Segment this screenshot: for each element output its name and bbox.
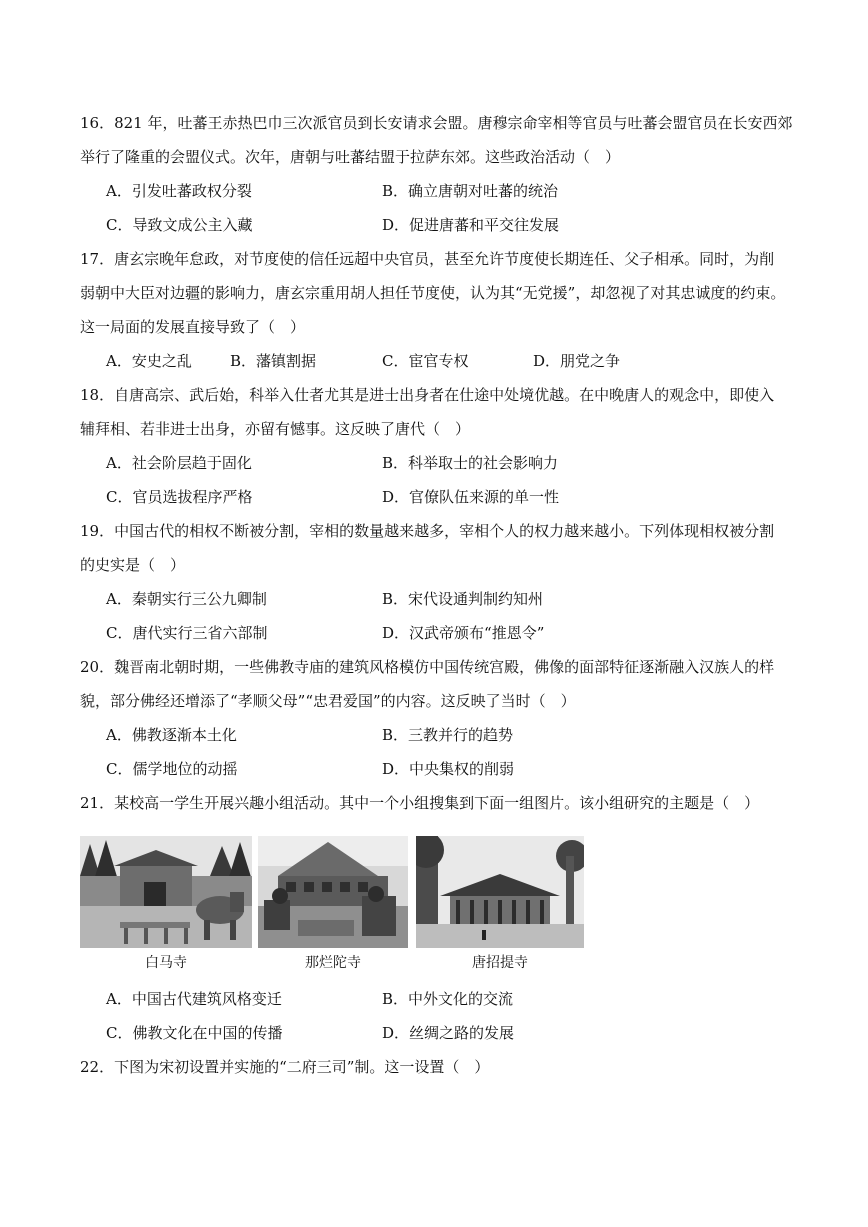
q20-stem-line-2: 貌，部分佛经还增添了“孝顺父母”“忠君爱国”的内容。这反映了当时（ ） — [80, 692, 576, 710]
q16-option-a[interactable]: A．引发吐蕃政权分裂 — [106, 182, 252, 200]
q17-stem-line-1: 17．唐玄宗晚年怠政，对节度使的信任远超中央官员，甚至允许节度使长期连任、父子相承。同时，为削 — [80, 250, 775, 268]
q17-stem-line-3: 这一局面的发展直接导致了（ ） — [80, 318, 306, 336]
q21-option-b[interactable]: B．中外文化的交流 — [382, 990, 514, 1008]
q20-option-d[interactable]: D．中央集权的削弱 — [382, 760, 515, 778]
q16-option-b[interactable]: B．确立唐朝对吐蕃的统治 — [382, 182, 559, 200]
q20-stem-line-1: 20．魏晋南北朝时期，一些佛教寺庙的建筑风格模仿中国传统宫殿，佛像的面部特征逐渐融入汉族人的样 — [80, 658, 775, 676]
q17-stem-line-2: 弱朝中大臣对边疆的影响力，唐玄宗重用胡人担任节度使，认为其“无党援”，却忽视了对其忠诚度的约束。 — [80, 284, 786, 302]
baima-temple-photo — [80, 836, 252, 948]
q20-option-c[interactable]: C．儒学地位的动摇 — [106, 760, 238, 778]
q18-option-a[interactable]: A．社会阶层趋于固化 — [106, 454, 252, 472]
q21-option-a[interactable]: A．中国古代建筑风格变迁 — [106, 990, 282, 1008]
q16-option-c[interactable]: C．导致文成公主入藏 — [106, 216, 253, 234]
q17-option-c[interactable]: C．宦官专权 — [382, 352, 469, 370]
photo-caption-toshodaiji: 唐招提寺 — [472, 955, 528, 971]
q17-option-a[interactable]: A．安史之乱 — [106, 352, 192, 370]
q21-option-d[interactable]: D．丝绸之路的发展 — [382, 1024, 515, 1042]
q16-stem-line-1: 16．821 年，吐蕃王赤热巴巾三次派官员到长安请求会盟。唐穆宗命宰相等官员与吐蕃会盟官员在长安西郊 — [80, 114, 793, 132]
q18-option-c[interactable]: C．官员选拔程序严格 — [106, 488, 253, 506]
q19-option-c[interactable]: C．唐代实行三省六部制 — [106, 624, 268, 642]
q19-option-b[interactable]: B．宋代设通判制约知州 — [382, 590, 544, 608]
q20-option-a[interactable]: A．佛教逐渐本土化 — [106, 726, 237, 744]
q19-stem-line-2: 的史实是（ ） — [80, 556, 186, 574]
q18-stem-line-1: 18．自唐高宗、武后始，科举入仕者尤其是进士出身者在仕途中处境优越。在中晚唐人的观念中，即使入 — [80, 386, 775, 404]
q16-option-d[interactable]: D．促进唐蕃和平交往发展 — [382, 216, 560, 234]
q21-option-c[interactable]: C．佛教文化在中国的传播 — [106, 1024, 283, 1042]
q19-option-d[interactable]: D．汉武帝颁布“推恩令” — [382, 624, 545, 642]
q19-option-a[interactable]: A．秦朝实行三公九卿制 — [106, 590, 267, 608]
toshodaiji-temple-photo — [416, 836, 584, 948]
q17-option-b[interactable]: B．藩镇割据 — [230, 352, 317, 370]
q22-stem-line-1: 22．下图为宋初设置并实施的“二府三司”制。这一设置（ ） — [80, 1058, 490, 1076]
q21-stem-line-1: 21．某校高一学生开展兴趣小组活动。其中一个小组搜集到下面一组图片。该小组研究的主题是（ ） — [80, 794, 760, 812]
photo-caption-baima: 白马寺 — [145, 955, 187, 971]
photo-caption-nalanda: 那烂陀寺 — [305, 955, 361, 971]
q16-stem-line-2: 举行了隆重的会盟仪式。次年，唐朝与吐蕃结盟于拉萨东郊。这些政治活动（ ） — [80, 148, 621, 166]
q20-option-b[interactable]: B．三教并行的趋势 — [382, 726, 514, 744]
q18-stem-line-2: 辅拜相、若非进士出身，亦留有憾事。这反映了唐代（ ） — [80, 420, 471, 438]
q19-stem-line-1: 19．中国古代的相权不断被分割，宰相的数量越来越多，宰相个人的权力越来越小。下列体现相权被分割 — [80, 522, 775, 540]
q17-option-d[interactable]: D．朋党之争 — [533, 352, 621, 370]
q18-option-b[interactable]: B．科举取士的社会影响力 — [382, 454, 559, 472]
q18-option-d[interactable]: D．官僚队伍来源的单一性 — [382, 488, 560, 506]
nalanda-temple-photo — [258, 836, 408, 948]
